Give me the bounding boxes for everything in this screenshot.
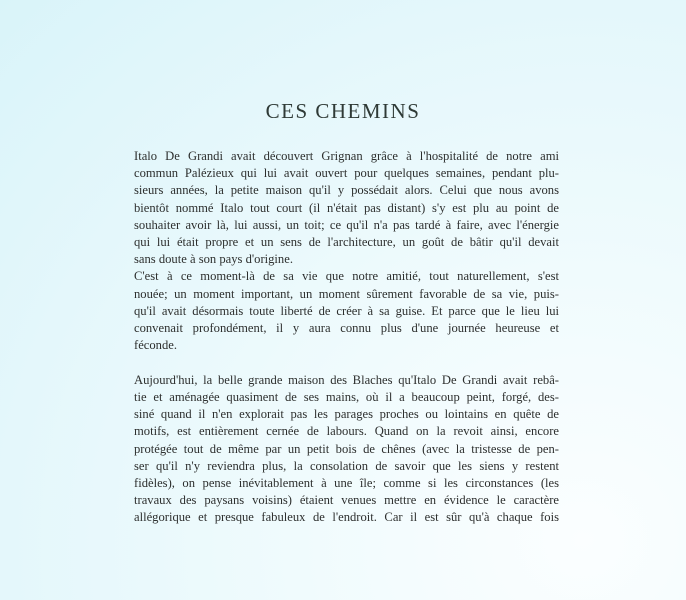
text-line: féconde.: [134, 338, 178, 353]
text-line: tie et aménagée quasiment de ses mains, où il a beaucoup peint, forgé, des-: [134, 390, 559, 405]
paragraph-gap: [134, 354, 559, 372]
paragraph-2: [134, 268, 559, 354]
text-line: ser qu'il n'y reviendra plus, la consolation de savoir que les siens y restent: [134, 458, 559, 473]
text-line: protégée tout de même par un petit bois de chênes (avec la tristesse de pen-: [134, 441, 559, 456]
text-line: souhaiter avoir là, lui aussi, un toit; ce qu'il n'a pas tardé à faire, avec l'énergie: [134, 217, 559, 232]
text-line: motifs, est entièrement cernée de labours. Quand on la revoit ainsi, encore: [134, 424, 559, 439]
text-line: sans doute à son pays d'origine.: [134, 252, 293, 267]
text-line: Aujourd'hui, la belle grande maison des Blaches qu'Italo De Grandi avait rebâ-: [134, 372, 559, 387]
text-line: qu'il avait désormais toute liberté de créer à sa guise. Et parce que le lieu lui: [134, 303, 559, 318]
text-line: fidèles), on pense inévitablement à une île; comme si les circonstances (les: [134, 475, 559, 490]
text-line: C'est à ce moment-là de sa vie que notre amitié, tout naturellement, s'est: [134, 269, 559, 284]
text-line: bientôt nommé Italo tout court (il n'était pas distant) s'y est plu au point de: [134, 200, 559, 215]
text-line: allégorique et presque fabuleux de l'endroit. Car il est sûr qu'à chaque fois: [134, 510, 559, 525]
paragraph-1: [134, 148, 559, 268]
text-line: nouée; un moment important, un moment sûrement favorable de sa vie, puis-: [134, 286, 559, 301]
text-line: convenait profondément, il y aura connu plus d'une journée heureuse et: [134, 320, 559, 335]
page-title: CES CHEMINS: [265, 99, 421, 123]
text-line: Italo De Grandi avait découvert Grignan grâce à l'hospitalité de notre ami: [134, 149, 559, 163]
text-line: sieurs années, la petite maison qu'il y possédait alors. Celui que nous avons: [134, 183, 559, 198]
text-line: commun Palézieux qui lui avait ouvert pour quelques semaines, pendant plu-: [134, 166, 559, 181]
text-line: travaux des paysans voisins) étaient venues mettre en évidence le caractère: [134, 493, 559, 508]
text-line: qui lui était propre et un sens de l'architecture, un goût de bâtir qu'il devait: [134, 234, 559, 249]
paragraph-3: [134, 372, 559, 527]
text-line: siné quand il n'en explorait pas les parages proches ou lointains en quête de: [134, 407, 559, 422]
body-text: [134, 148, 559, 527]
